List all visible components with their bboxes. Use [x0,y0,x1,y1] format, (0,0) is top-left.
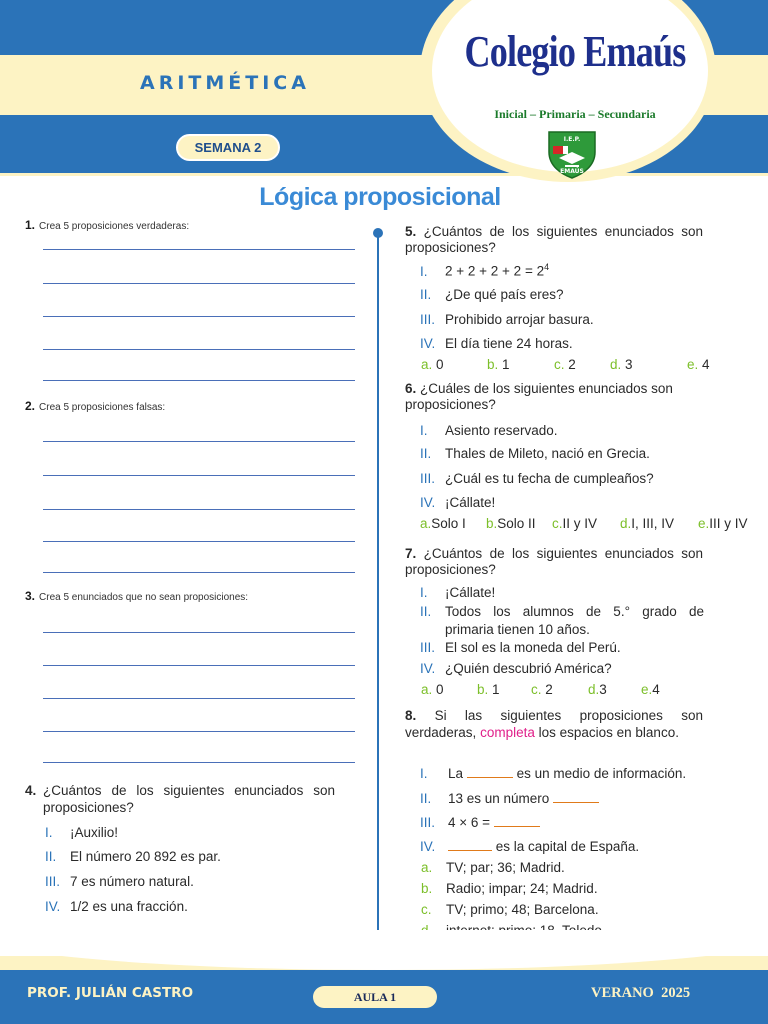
answer-line[interactable] [43,572,355,573]
option-letter: b. [487,357,499,372]
option-value: III y IV [709,516,748,531]
roman-numeral: IV. [420,336,436,351]
page-title: Lógica proposicional [259,183,501,211]
option-letter: c. [554,357,565,372]
answer-option[interactable] [554,357,576,372]
roman-numeral: I. [420,263,428,279]
roman-numeral: I. [420,423,428,438]
fill-blank[interactable] [448,839,492,851]
roman-numeral: II. [45,849,57,864]
statement-text: ¿Quién descubrió América? [445,661,612,676]
roman-numeral: III. [420,640,436,655]
answer-option[interactable] [687,357,710,372]
statement-text: ¡Cállate! [445,585,496,600]
school-levels: Inicial – Primaria – Secundaria [494,107,656,121]
fill-blank[interactable] [467,766,513,778]
statement-item [45,849,221,864]
option-letter: a. [421,357,433,372]
option-value: I, III, IV [631,516,675,531]
statement-item [420,603,704,639]
answer-line[interactable] [43,475,355,476]
answer-line[interactable] [43,283,355,284]
teacher-name: PROF. JULIÁN CASTRO [27,985,194,1001]
answer-option[interactable] [421,881,598,896]
question-6 [405,381,703,413]
header-divider [0,173,768,176]
answer-line[interactable] [43,731,355,732]
option-letter: b. [421,881,433,896]
roman-numeral: IV. [420,661,436,676]
statement-item [420,815,540,830]
column-divider [377,232,379,942]
roman-numeral: I. [420,585,428,600]
statement-text: 13 es un número [448,791,550,806]
option-letter: c. [552,516,563,531]
question-text: ¿Cuántos de los siguientes enunciados son proposiciones? [405,546,703,577]
answer-line[interactable] [43,698,355,699]
fill-blank[interactable] [494,815,540,827]
question-7 [405,546,703,578]
answer-line[interactable] [43,380,355,381]
statement-item [420,312,594,327]
statement-item [420,661,612,676]
answer-option[interactable] [698,516,748,531]
option-letter: b. [486,516,498,531]
season-label: VERANO 2025 [591,985,691,1001]
option-value: TV; primo; 48; Barcelona. [446,902,599,917]
option-letter: d. [588,682,600,697]
statement-text: Asiento reservado. [445,423,558,438]
statement-item [420,287,564,302]
option-value: 3 [625,357,633,372]
option-value: II y IV [562,516,598,531]
statement-item [420,791,599,806]
question-number: 4. [25,783,37,798]
statement-item [420,446,650,461]
question-number: 8. [405,708,417,723]
statement-item [420,495,495,510]
statement-item [420,471,654,486]
crest-bottom-text: EMAÚS [560,168,584,175]
statement-text: El día tiene 24 horas. [445,336,573,351]
question-2 [25,399,165,413]
option-value: 0 [436,682,444,697]
question-number: 6. [405,381,417,396]
school-crest-icon [545,126,599,180]
roman-numeral: II. [420,287,432,302]
question-number: 3. [25,589,36,603]
statement-item [420,423,558,438]
statement-text-end: es un medio de información. [516,766,687,781]
roman-numeral: III. [420,471,436,486]
answer-option[interactable] [610,357,633,372]
roman-numeral: IV. [420,495,436,510]
statement-item [45,874,194,889]
question-1 [25,218,189,232]
answer-option[interactable] [588,682,607,697]
option-letter: d. [620,516,632,531]
answer-option[interactable] [620,516,674,531]
answer-line[interactable] [43,632,355,633]
answer-option[interactable] [487,357,510,372]
option-letter: a. [421,682,433,697]
answer-line[interactable] [43,541,355,542]
crest-top-text: I.E.P. [563,136,581,143]
statement-text: 4 × 6 = [448,815,491,830]
answer-option[interactable] [420,516,466,531]
question-text: ¿Cuántos de los siguientes enunciados son proposiciones? [405,224,703,255]
option-letter: e. [641,682,653,697]
option-letter: e. [687,357,699,372]
option-value: 3 [599,682,607,697]
statement-text: ¡Auxilio! [70,825,119,840]
statement-text: Thales de Mileto, nació en Grecia. [445,446,650,461]
question-number: 2. [25,399,36,413]
option-letter: b. [477,682,489,697]
roman-numeral: II. [420,446,432,461]
option-value: 4 [652,682,660,697]
roman-numeral: I. [45,825,53,840]
question-text: Crea 5 proposiciones verdaderas: [39,221,190,232]
statement-text: El número 20 892 es par. [70,849,221,864]
statement-text: Prohibido arrojar basura. [445,312,594,327]
statement-item [420,336,573,351]
week-badge: SEMANA 2 [176,134,280,161]
answer-line[interactable] [43,762,355,763]
question-8 [405,707,703,741]
option-letter: c. [531,682,542,697]
answer-option[interactable] [486,516,536,531]
answer-option[interactable] [477,682,500,697]
answer-line[interactable] [43,316,355,317]
statement-text: ¡Cállate! [445,495,496,510]
answer-option[interactable] [421,902,599,917]
answer-line[interactable] [43,441,355,442]
option-letter: e. [698,516,710,531]
option-letter: a. [421,860,433,875]
option-value: Solo II [497,516,536,531]
statement-item [420,640,621,655]
question-5 [405,224,703,256]
option-value: Radio; impar; 24; Madrid. [446,881,598,896]
statement-text: 1/2 es una fracción. [70,899,188,914]
question-3 [25,589,248,603]
question-text: ¿Cuántos de los siguientes enunciados son proposiciones? [43,783,335,815]
question-number: 1. [25,218,36,232]
divider-dot [373,228,383,238]
statement-item [45,825,118,840]
answer-option[interactable] [641,682,660,697]
answer-option[interactable] [552,516,597,531]
answer-option[interactable] [421,682,444,697]
option-value: 0 [436,357,444,372]
roman-numeral: II. [420,791,432,806]
answer-option[interactable] [531,682,553,697]
option-value: 1 [492,682,500,697]
answer-option[interactable] [421,860,565,875]
statement-item [45,899,188,914]
answer-line[interactable] [43,665,355,666]
option-value: 4 [702,357,710,372]
roman-numeral: III. [420,815,436,830]
answer-line[interactable] [43,349,355,350]
statement-item [420,839,639,854]
option-value: 2 [568,357,576,372]
option-value: TV; par; 36; Madrid. [446,860,565,875]
option-value: 1 [502,357,510,372]
classroom-badge: AULA 1 [313,986,437,1008]
statement-text: 2 + 2 + 2 + 2 = 2 [445,263,545,279]
question-text: Si las siguientes proposiciones son verdaderas, [405,708,703,740]
statement-item [420,766,686,781]
statement-text: 7 es número natural. [70,874,194,889]
option-letter: c. [421,902,432,917]
roman-numeral: IV. [420,839,436,854]
exponent: 4 [544,262,550,272]
question-text-end: los espacios en blanco. [538,725,679,740]
fill-blank[interactable] [553,791,599,803]
option-letter: d. [610,357,622,372]
roman-numeral: IV. [45,899,61,914]
answer-line[interactable] [43,249,355,250]
question-highlight: completa [480,725,535,740]
roman-numeral: II. [420,604,432,619]
school-name: Colegio Emaús [464,27,686,76]
question-text: ¿Cuáles de los siguientes enunciados son proposiciones? [405,381,673,412]
option-value: 2 [545,682,553,697]
question-number: 5. [405,224,417,239]
roman-numeral: I. [420,766,428,781]
statement-text: ¿Cuál es tu fecha de cumpleaños? [445,471,654,486]
answer-option[interactable] [421,357,444,372]
option-value: Solo I [431,516,466,531]
statement-text: La [448,766,464,781]
statement-text: Todos los alumnos de 5.° grado de primaria tienen 10 años. [445,604,704,637]
statement-item [420,262,549,279]
question-text: Crea 5 enunciados que no sean proposiciones: [39,592,249,603]
roman-numeral: III. [45,874,61,889]
statement-text: El sol es la moneda del Perú. [445,640,621,655]
question-text: Crea 5 proposiciones falsas: [39,402,166,413]
option-letter: a. [420,516,432,531]
roman-numeral: III. [420,312,436,327]
statement-item [420,585,495,600]
question-number: 7. [405,546,417,561]
subject-title: ARITMÉTICA [140,72,310,94]
statement-text-end: es la capital de España. [495,839,640,854]
question-4 [25,782,335,816]
statement-text: ¿De qué país eres? [445,287,564,302]
answer-line[interactable] [43,509,355,510]
